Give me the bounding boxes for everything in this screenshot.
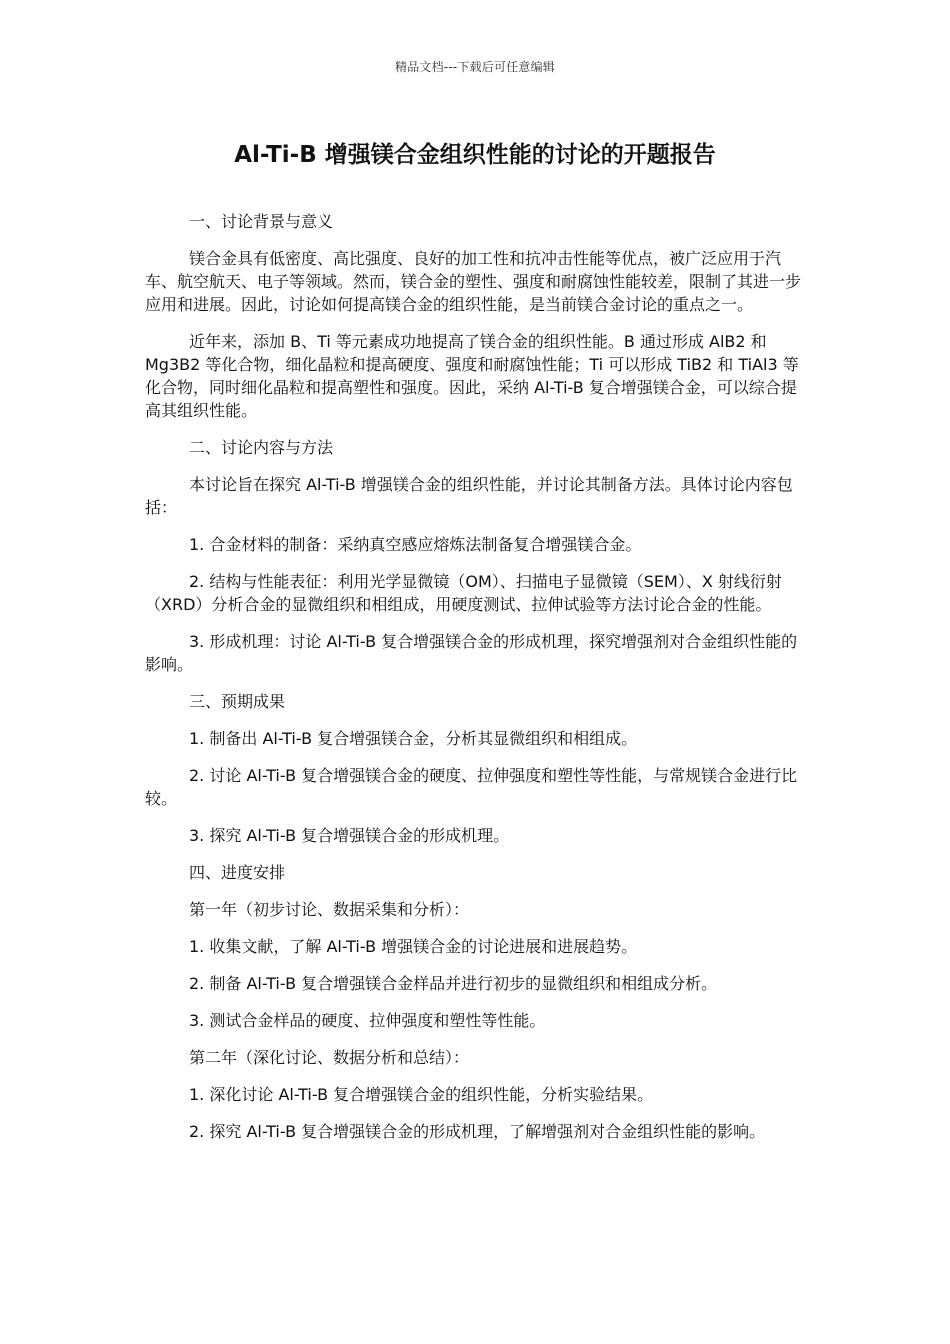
list-item-content-3: 3. 形成机理：讨论 Al-Ti-B 复合增强镁合金的形成机理，探究增强剂对合金组织性能的影响。 xyxy=(145,632,798,674)
document-body xyxy=(145,210,809,1157)
list-item-result-2: 2. 讨论 Al-Ti-B 复合增强镁合金的硬度、拉伸强度和塑性等性能，与常规镁合金进行比较。 xyxy=(145,766,798,808)
list-item-year2-2: 2. 探究 Al-Ti-B 复合增强镁合金的形成机理，了解增强剂对合金组织性能的影响。 xyxy=(189,1122,766,1141)
paragraph-content-intro: 本讨论旨在探究 Al-Ti-B 增强镁合金的组织性能，并讨论其制备方法。具体讨论内容包括： xyxy=(145,475,793,517)
paragraph-background-2: 近年来，添加 B、Ti 等元素成功地提高了镁合金的组织性能。B 通过形成 AlB2 和 Mg3B2 等化合物，细化晶粒和提高硬度、强度和耐腐蚀性能；Ti 可以形成 TiB2 和 TiAl3 等化合物，同时细化晶粒和提高塑性和强度。因此，采纳 Al-Ti-B 复合增强镁合金，可以综合提高其组织性能。 xyxy=(145,332,799,420)
document-title: Al-Ti-B 增强镁合金组织性能的讨论的开题报告 xyxy=(234,142,716,168)
schedule-year-1-heading: 第一年（初步讨论、数据采集和分析）： xyxy=(189,900,470,919)
section-heading-background: 一、讨论背景与意义 xyxy=(189,212,334,231)
list-item-content-2: 2. 结构与性能表征：利用光学显微镜（OM）、扫描电子显微镜（SEM）、X 射线衍射（XRD）分析合金的显微组织和相组成，用硬度测试、拉伸试验等方法讨论合金的性能。 xyxy=(145,572,782,614)
section-heading-schedule: 四、进度安排 xyxy=(189,863,286,882)
section-heading-content-method: 二、讨论内容与方法 xyxy=(189,438,334,457)
schedule-year-2-heading: 第二年（深化讨论、数据分析和总结）： xyxy=(189,1048,470,1067)
section-heading-expected-results: 三、预期成果 xyxy=(189,692,286,711)
list-item-content-1: 1. 合金材料的制备：采纳真空感应熔炼法制备复合增强镁合金。 xyxy=(189,535,642,554)
list-item-year2-1: 1. 深化讨论 Al-Ti-B 复合增强镁合金的组织性能，分析实验结果。 xyxy=(189,1085,654,1104)
list-item-result-1: 1. 制备出 Al-Ti-B 复合增强镁合金，分析其显微组织和相组成。 xyxy=(189,729,638,748)
paragraph-background-1: 镁合金具有低密度、高比强度、良好的加工性和抗冲击性能等优点，被广泛应用于汽车、航空航天、电子等领域。然而，镁合金的塑性、强度和耐腐蚀性能较差，限制了其进一步应用和进展。因此，讨论如何提高镁合金的组织性能，是当前镁合金讨论的重点之一。 xyxy=(145,249,802,314)
list-item-year1-3: 3. 测试合金样品的硬度、拉伸强度和塑性等性能。 xyxy=(189,1011,546,1030)
page-header-note: 精品文档---下载后可任意编辑 xyxy=(395,60,555,74)
list-item-year1-2: 2. 制备 Al-Ti-B 复合增强镁合金样品并进行初步的显微组织和相组成分析。 xyxy=(189,974,718,993)
list-item-year1-1: 1. 收集文献，了解 Al-Ti-B 增强镁合金的讨论进展和进展趋势。 xyxy=(189,937,638,956)
list-item-result-3: 3. 探究 Al-Ti-B 复合增强镁合金的形成机理。 xyxy=(189,826,510,845)
